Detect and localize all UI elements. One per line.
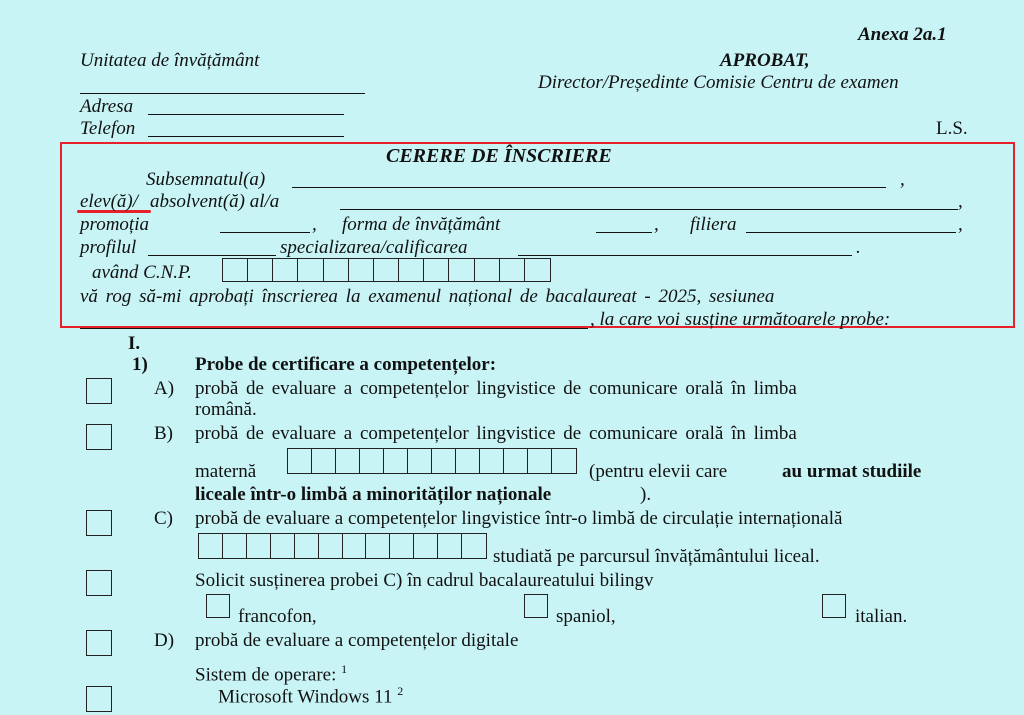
minority-note-bold: au urmat studiile <box>782 461 922 482</box>
os-label <box>195 662 347 686</box>
cnp-cell[interactable] <box>424 259 449 281</box>
cnp-cell[interactable] <box>525 259 550 281</box>
checkbox-probe-b[interactable] <box>86 424 112 450</box>
probe-a-label: A) <box>154 378 175 399</box>
probe-c-label: C) <box>154 508 173 529</box>
letter-cell[interactable] <box>462 534 486 558</box>
cnp-label: având C.N.P. <box>92 262 192 283</box>
address-label: Adresa <box>80 96 134 117</box>
letter-cell[interactable] <box>384 449 408 473</box>
minority-note-bold-cont: liceale într-o limbă a minorităților naționale <box>195 484 552 505</box>
letter-cell[interactable] <box>456 449 480 473</box>
director-label: Director/Președinte Comisie Centru de examen <box>538 72 899 93</box>
comma: , <box>900 169 905 190</box>
cnp-cell[interactable] <box>298 259 323 281</box>
minority-note-close: ). <box>640 484 652 505</box>
cnp-grid[interactable] <box>222 258 551 282</box>
letter-cell[interactable] <box>528 449 552 473</box>
minority-note: (pentru elevii care <box>589 461 728 482</box>
school-unit-line[interactable] <box>80 93 365 94</box>
profile-label: profilul <box>80 237 137 258</box>
form-title: CERERE DE ÎNSCRIERE <box>386 145 612 167</box>
letter-cell[interactable] <box>199 534 223 558</box>
italian-label: italian. <box>855 606 908 627</box>
seal-label: L.S. <box>936 118 968 139</box>
os-label-text: Sistem de operare: <box>195 664 337 686</box>
undersigned-label: Subsemnatul(a) <box>146 169 266 190</box>
checkbox-probe-a[interactable] <box>86 378 112 404</box>
letter-cell[interactable] <box>438 534 462 558</box>
comma: , <box>654 214 659 235</box>
letter-cell[interactable] <box>223 534 247 558</box>
school-line[interactable] <box>340 209 958 210</box>
checkbox-francophone[interactable] <box>206 594 230 618</box>
cnp-cell[interactable] <box>248 259 273 281</box>
cnp-cell[interactable] <box>374 259 399 281</box>
letter-cell[interactable] <box>504 449 528 473</box>
studied-note: studiată pe parcursul învățământului liceal. <box>493 546 820 567</box>
windows-label-text: Microsoft Windows 11 <box>218 686 393 708</box>
checkbox-probe-d[interactable] <box>86 630 112 656</box>
cnp-cell[interactable] <box>273 259 298 281</box>
specialization-label: specializarea/calificarea <box>280 237 468 258</box>
letter-cell[interactable] <box>366 534 390 558</box>
letter-cell[interactable] <box>408 449 432 473</box>
checkbox-italian[interactable] <box>822 594 846 618</box>
letter-cell[interactable] <box>360 449 384 473</box>
letter-cell[interactable] <box>552 449 576 473</box>
spanish-label: spaniol, <box>556 606 616 627</box>
name-line[interactable] <box>292 187 886 188</box>
promotion-line[interactable] <box>220 232 310 233</box>
education-form-line[interactable] <box>596 232 652 233</box>
letter-cell[interactable] <box>271 534 295 558</box>
annex-label: Anexa 2a.1 <box>858 24 947 45</box>
phone-line[interactable] <box>148 136 344 137</box>
subsection-number: 1) <box>132 354 148 375</box>
promotion-label: promoția <box>80 214 149 235</box>
exams-intro: , la care voi susține următoarele probe: <box>590 309 891 330</box>
cnp-cell[interactable] <box>223 259 248 281</box>
footnote-2: 2 <box>397 684 404 698</box>
probe-a-text-cont: română. <box>195 399 257 420</box>
request-text: vă rog să-mi aprobați înscrierea la examenul național de bacalaureat - 2025, sesiunea <box>80 286 775 307</box>
letter-cell[interactable] <box>312 449 336 473</box>
comma: , <box>958 191 963 212</box>
probe-b-label: B) <box>154 423 173 444</box>
letter-cell[interactable] <box>480 449 504 473</box>
probe-c-text: probă de evaluare a competențelor lingvistice într-o limbă de circulație internațională <box>195 508 843 529</box>
checkbox-windows[interactable] <box>86 686 112 712</box>
cnp-cell[interactable] <box>399 259 424 281</box>
cnp-cell[interactable] <box>449 259 474 281</box>
section-heading: Probe de certificare a competențelor: <box>195 354 497 375</box>
section-number: I. <box>128 333 141 354</box>
cnp-cell[interactable] <box>349 259 374 281</box>
probe-b-text: probă de evaluare a competențelor lingvistice de comunicare orală în limba <box>195 423 797 444</box>
school-unit-label: Unitatea de învățământ <box>80 50 260 71</box>
checkbox-probe-c[interactable] <box>86 510 112 536</box>
cnp-cell[interactable] <box>500 259 525 281</box>
mother-tongue-grid[interactable] <box>287 448 577 474</box>
cnp-cell[interactable] <box>324 259 349 281</box>
mother-tongue-label: maternă <box>195 461 257 482</box>
profile-line[interactable] <box>148 255 276 256</box>
session-line[interactable] <box>80 328 588 329</box>
bilingual-text: Solicit susținerea probei C) în cadrul bacalaureatului bilingv <box>195 570 654 591</box>
letter-cell[interactable] <box>295 534 319 558</box>
education-form-label: forma de învățământ <box>342 214 501 235</box>
letter-cell[interactable] <box>247 534 271 558</box>
comma: , <box>312 214 317 235</box>
checkbox-spanish[interactable] <box>524 594 548 618</box>
track-label: filiera <box>690 214 737 235</box>
phone-label: Telefon <box>80 118 136 139</box>
probe-d-label: D) <box>154 630 175 651</box>
comma: , <box>958 214 963 235</box>
footnote-1: 1 <box>341 662 348 676</box>
checkbox-bilingual[interactable] <box>86 570 112 596</box>
student-label: elev(ă)/ <box>80 191 139 212</box>
address-line[interactable] <box>148 114 344 115</box>
letter-cell[interactable] <box>343 534 367 558</box>
francophone-label: francofon, <box>238 606 317 627</box>
letter-cell[interactable] <box>414 534 438 558</box>
letter-cell[interactable] <box>432 449 456 473</box>
letter-cell[interactable] <box>288 449 312 473</box>
graduate-label: absolvent(ă) al/a <box>150 191 280 212</box>
windows-label <box>218 684 403 708</box>
letter-cell[interactable] <box>390 534 414 558</box>
letter-cell[interactable] <box>336 449 360 473</box>
probe-a-text: probă de evaluare a competențelor lingvistice de comunicare orală în limba <box>195 378 797 399</box>
foreign-language-grid[interactable] <box>198 533 487 559</box>
letter-cell[interactable] <box>319 534 343 558</box>
specialization-line[interactable] <box>518 255 852 256</box>
approved-label: APROBAT, <box>720 50 810 71</box>
track-line[interactable] <box>746 232 956 233</box>
period: . <box>856 237 861 258</box>
probe-d-text: probă de evaluare a competențelor digitale <box>195 630 519 651</box>
cnp-cell[interactable] <box>475 259 500 281</box>
